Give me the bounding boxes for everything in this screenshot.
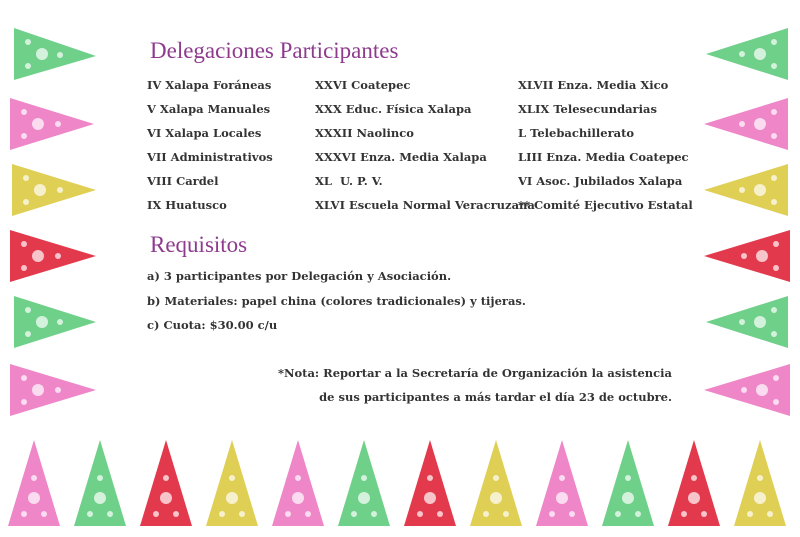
delegacion-item: IV Xalapa Foráneas (147, 78, 272, 92)
papel-picado-right-1 (704, 24, 792, 84)
delegacion-item: LIII Enza. Media Coatepec (518, 150, 689, 164)
delegacion-item: IX Huatusco (147, 198, 227, 212)
papel-picado-bottom-10 (598, 438, 658, 530)
delegacion-item: VII Administrativos (147, 150, 273, 164)
nota-line-1: *Nota: Reportar a la Secretaría de Organización la asistencia (277, 366, 672, 380)
requisito-item: b) Materiales: papel china (colores tradicionales) y tijeras. (147, 294, 526, 308)
papel-picado-bottom-6 (334, 438, 394, 530)
papel-picado-right-4 (702, 226, 794, 286)
papel-picado-left-4 (6, 226, 98, 286)
papel-picado-left-6 (6, 360, 98, 420)
delegacion-item: XXXII Naolinco (315, 126, 414, 140)
delegacion-item: V Xalapa Manuales (147, 102, 271, 116)
papel-picado-bottom-8 (466, 438, 526, 530)
delegacion-item: VI Asoc. Jubilados Xalapa (518, 174, 683, 188)
delegacion-item: XLVI Escuela Normal Veracruzana (315, 198, 535, 212)
delegacion-item: XXVI Coatepec (315, 78, 411, 92)
delegacion-item: XLIX Telesecundarias (518, 102, 657, 116)
papel-picado-right-5 (704, 292, 792, 352)
delegacion-item: XL U. P. V. (315, 174, 383, 188)
papel-picado-bottom-11 (664, 438, 724, 530)
requisito-item: c) Cuota: $30.00 c/u (147, 318, 278, 332)
papel-picado-left-5 (10, 292, 98, 352)
papel-picado-right-6 (702, 360, 794, 420)
papel-picado-bottom-4 (202, 438, 262, 530)
delegacion-item: VIII Cardel (147, 174, 219, 188)
papel-picado-left-2 (6, 94, 96, 154)
papel-picado-left-3 (8, 160, 98, 220)
delegacion-item: ** Comité Ejecutivo Estatal (518, 198, 693, 212)
requisito-item: a) 3 participantes por Delegación y Asociación. (147, 269, 452, 283)
delegacion-item: L Telebachillerato (518, 126, 635, 140)
requisitos-title: Requisitos (150, 232, 248, 257)
papel-picado-left-1 (10, 24, 98, 84)
delegacion-item: XLVII Enza. Media Xico (518, 78, 669, 92)
papel-picado-bottom-7 (400, 438, 460, 530)
papel-picado-right-3 (702, 160, 792, 220)
papel-picado-bottom-9 (532, 438, 592, 530)
nota-line-2: de sus participantes a más tardar el día 23 de octubre. (319, 390, 672, 404)
papel-picado-bottom-3 (136, 438, 196, 530)
delegacion-item: XXX Educ. Física Xalapa (315, 102, 472, 116)
papel-picado-right-2 (702, 94, 792, 154)
papel-picado-bottom-12 (730, 438, 790, 530)
papel-picado-bottom-5 (268, 438, 328, 530)
delegacion-item: VI Xalapa Locales (147, 126, 262, 140)
papel-picado-bottom-1 (4, 438, 64, 530)
delegacion-item: XXXVI Enza. Media Xalapa (315, 150, 487, 164)
papel-picado-bottom-2 (70, 438, 130, 530)
delegaciones-title: Delegaciones Participantes (150, 38, 399, 63)
